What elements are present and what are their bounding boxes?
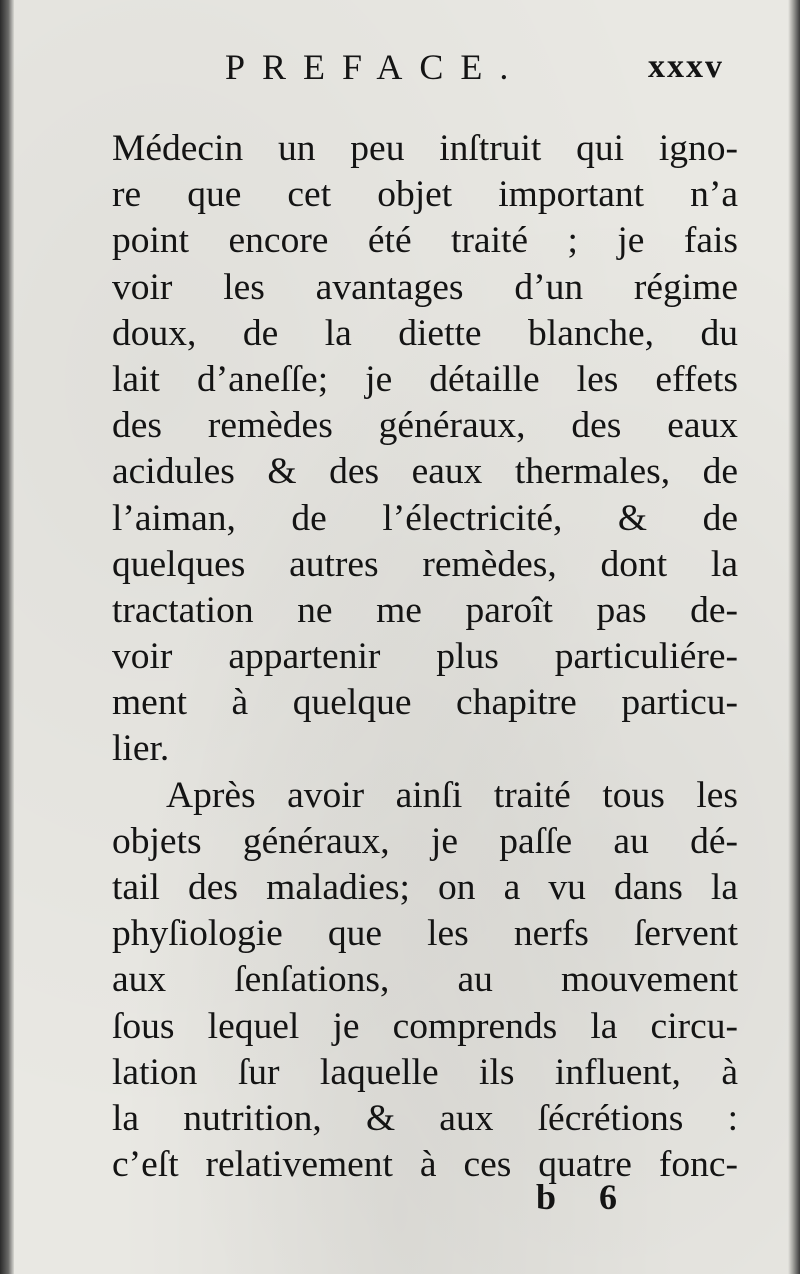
text-line: quelques autres remèdes, dont la	[112, 543, 738, 585]
text-line: doux, de la diette blanche, du	[112, 312, 738, 354]
text-line: Après avoir ainſi traité tous les	[166, 774, 738, 816]
text-line: ment à quelque chapitre particu-	[112, 682, 738, 724]
running-title: PREFACE.	[225, 47, 526, 87]
text-line: voir les avantages d’un régime	[112, 266, 738, 308]
signature-mark: b 6	[536, 1177, 618, 1217]
text-line: c’eſt relativement à ces quatre fonc-	[112, 1144, 738, 1186]
page-edge-shadow	[788, 0, 800, 1274]
text-line: voir appartenir plus particuliére-	[112, 636, 738, 678]
text-line: aux ſenſations, au mouvement	[112, 959, 738, 1001]
text-line: l’aiman, de l’électricité, & de	[112, 497, 738, 539]
text-line: objets généraux, je paſſe au dé-	[112, 820, 738, 862]
text-line: la nutrition, & aux ſécrétions :	[112, 1097, 738, 1139]
text-line: lait d’aneſſe; je détaille les effets	[112, 358, 738, 400]
text-line: tail des maladies; on a vu dans la	[112, 867, 738, 908]
text-line: ſous lequel je comprends la circu-	[112, 1005, 738, 1047]
text-line: re que cet objet important n’a	[112, 174, 738, 216]
page-header	[0, 42, 800, 92]
text-line: phyſiologie que les nerfs ſervent	[112, 913, 738, 955]
body-text	[112, 126, 738, 1188]
text-line: des remèdes généraux, des eaux	[112, 405, 738, 447]
text-line: tractation ne me paroît pas de-	[112, 589, 738, 631]
page-number: xxxv	[648, 48, 724, 85]
page-gutter-shadow	[0, 0, 14, 1274]
text-line: lier.	[112, 728, 170, 770]
text-line: point encore été traité ; je fais	[112, 220, 738, 262]
text-line: Médecin un peu inſtruit qui igno-	[112, 128, 738, 169]
text-line: acidules & des eaux thermales, de	[112, 451, 738, 493]
text-line: lation ſur laquelle ils influent, à	[112, 1051, 738, 1093]
